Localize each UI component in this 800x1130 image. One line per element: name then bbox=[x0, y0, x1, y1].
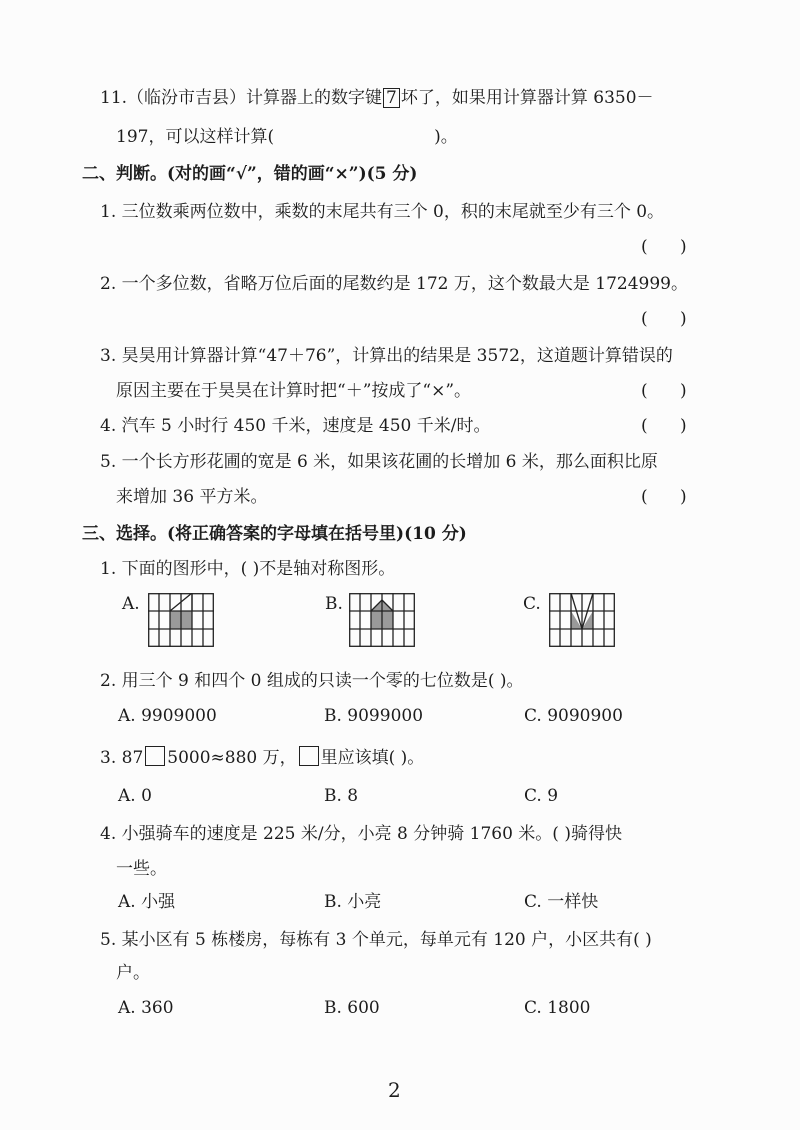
choice-q3-option-b[interactable]: B. 8 bbox=[324, 786, 359, 806]
judge-answer-2[interactable]: ( ) bbox=[641, 309, 687, 329]
choice-q2-option-a[interactable]: A. 9909000 bbox=[118, 706, 217, 726]
choice-q2-option-c[interactable]: C. 9090900 bbox=[524, 706, 623, 726]
choice-q4-line1: 4. 小强骑车的速度是 225 米/分，小亮 8 分钟骑 1760 米。( )骑得快 bbox=[100, 824, 622, 844]
choice-q5-option-a[interactable]: A. 360 bbox=[118, 998, 174, 1018]
judge-answer-5[interactable]: ( ) bbox=[641, 487, 687, 507]
judge-item-1: 1. 三位数乘两位数中，乘数的末尾共有三个 0，积的末尾就至少有三个 0。 bbox=[100, 202, 665, 222]
choice-q1-text: 1. 下面的图形中，( )不是轴对称图形。 bbox=[100, 559, 396, 579]
choice-q5-line1: 5. 某小区有 5 栋楼房，每栋有 3 个单元，每单元有 120 户，小区共有( ) bbox=[100, 930, 652, 950]
choice-q3-text bbox=[100, 746, 424, 770]
judge-item-5-line2: 来增加 36 平方米。 bbox=[116, 487, 268, 507]
blank-square-box-2 bbox=[299, 746, 319, 766]
choice-q4-option-a[interactable]: A. 小强 bbox=[118, 892, 176, 912]
choice-q3-option-a[interactable]: A. 0 bbox=[118, 786, 152, 806]
q11-text-b: 坏了，如果用计算器计算 6350－ bbox=[400, 88, 654, 108]
choice-q4-line2: 一些。 bbox=[116, 859, 167, 879]
blank-square-box[interactable] bbox=[145, 746, 165, 766]
choice-q5-option-c[interactable]: C. 1800 bbox=[524, 998, 591, 1018]
choice-q2-text: 2. 用三个 9 和四个 0 组成的只读一个零的七位数是( )。 bbox=[100, 671, 524, 691]
judge-answer-1[interactable]: ( ) bbox=[641, 237, 687, 257]
q3-text-b: 5000≈880 万， bbox=[167, 748, 297, 768]
key-7-box: 7 bbox=[383, 88, 400, 108]
choice-q4-option-b[interactable]: B. 小亮 bbox=[324, 892, 382, 912]
choice-q5-line2: 户。 bbox=[116, 963, 150, 983]
figure-c-label[interactable]: C. bbox=[523, 594, 541, 614]
q11-line2-end: )。 bbox=[434, 127, 458, 147]
judge-item-3-line1: 3. 昊昊用计算器计算“47＋76”，计算出的结果是 3572，这道题计算错误的 bbox=[100, 346, 673, 366]
q11-line1 bbox=[100, 86, 654, 110]
figure-c-grid bbox=[549, 593, 615, 647]
judge-answer-3[interactable]: ( ) bbox=[641, 381, 687, 401]
judge-item-2: 2. 一个多位数，省略万位后面的尾数约是 172 万，这个数最大是 1724999。 bbox=[100, 274, 688, 294]
choice-q2-option-b[interactable]: B. 9099000 bbox=[324, 706, 424, 726]
judge-item-3-line2: 原因主要在于昊昊在计算时把“＋”按成了“×”。 bbox=[116, 381, 472, 401]
choice-q4-option-c[interactable]: C. 一样快 bbox=[524, 892, 599, 912]
q3-text-c: 里应该填( )。 bbox=[320, 748, 425, 768]
q11-line2 bbox=[116, 125, 458, 149]
judge-item-5-line1: 5. 一个长方形花圃的宽是 6 米，如果该花圃的长增加 6 米，那么面积比原 bbox=[100, 452, 658, 472]
judge-answer-4[interactable]: ( ) bbox=[641, 416, 687, 436]
choice-q5-option-b[interactable]: B. 600 bbox=[324, 998, 380, 1018]
section3-heading: 三、选择。(将正确答案的字母填在括号里)(10 分) bbox=[82, 524, 467, 544]
figure-a-grid bbox=[148, 593, 214, 647]
choice-q3-option-c[interactable]: C. 9 bbox=[524, 786, 559, 806]
q11-text-a: 11.（临汾市吉县）计算器上的数字键 bbox=[100, 88, 383, 108]
figure-b-grid bbox=[349, 593, 415, 647]
q3-text-a: 3. 87 bbox=[100, 748, 144, 768]
figure-a-label[interactable]: A. bbox=[122, 594, 140, 614]
q11-line2-text: 197，可以这样计算( bbox=[116, 127, 275, 147]
figure-b-label[interactable]: B. bbox=[325, 594, 343, 614]
section2-heading: 二、判断。(对的画“√”，错的画“×”)(5 分) bbox=[82, 164, 418, 184]
page-number: 2 bbox=[388, 1078, 401, 1102]
judge-item-4: 4. 汽车 5 小时行 450 千米，速度是 450 千米/时。 bbox=[100, 416, 491, 436]
